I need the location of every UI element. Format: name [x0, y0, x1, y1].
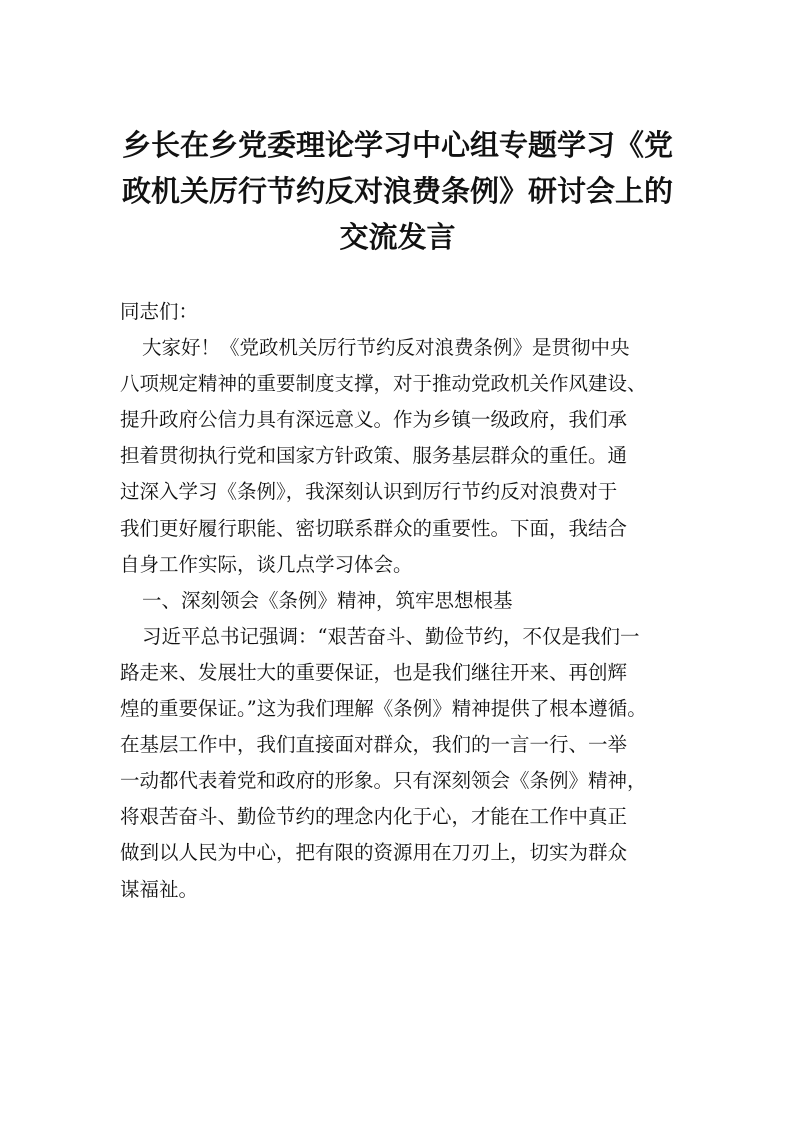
body-line: 做到以人民为中心，把有限的资源用在刀刃上，切实为群众 [120, 841, 628, 865]
title-line: 交流发言 [339, 220, 456, 254]
body-line: 我们更好履行职能、密切联系群众的重要性。下面，我结合 [120, 516, 628, 540]
body-line: 谋福祉。 [120, 877, 199, 901]
body-line: 大家好！《党政机关厉行节约反对浪费条例》是贯彻中央 [142, 336, 630, 360]
salutation: 同志们： [120, 300, 199, 323]
body-line: 在基层工作中，我们直接面对群众，我们的一言一行、一举 [120, 733, 628, 757]
document-body [120, 294, 680, 908]
body-line: 煌的重要保证。”这为我们理解《条例》精神提供了根本遵循。 [120, 697, 647, 721]
body-line: 自身工作实际，谈几点学习体会。 [120, 552, 413, 576]
body-line: 提升政府公信力具有深远意义。作为乡镇一级政府，我们承 [120, 408, 628, 432]
document-title [120, 122, 675, 260]
section-heading: 一、深刻领会《条例》精神，筑牢思想根基 [142, 588, 513, 612]
body-line: 八项规定精神的重要制度支撑，对于推动党政机关作风建设、 [120, 372, 647, 396]
body-line: 过深入学习《条例》，我深刻认识到厉行节约反对浪费对于 [120, 480, 618, 504]
title-line: 政机关厉行节约反对浪费条例》研讨会上的 [121, 174, 673, 208]
body-line: 习近平总书记强调：“艰苦奋斗、勤俭节约，不仅是我们一 [142, 624, 640, 648]
title-line: 乡长在乡党委理论学习中心组专题学习《党 [121, 128, 673, 162]
body-line: 一动都代表着党和政府的形象。只有深刻领会《条例》精神， [120, 769, 647, 793]
body-line: 担着贯彻执行党和国家方针政策、服务基层群众的重任。通 [120, 444, 628, 468]
body-line: 将艰苦奋斗、勤俭节约的理念内化于心，才能在工作中真正 [120, 805, 628, 829]
body-line: 路走来、发展壮大的重要保证，也是我们继往开来、再创辉 [120, 660, 628, 684]
